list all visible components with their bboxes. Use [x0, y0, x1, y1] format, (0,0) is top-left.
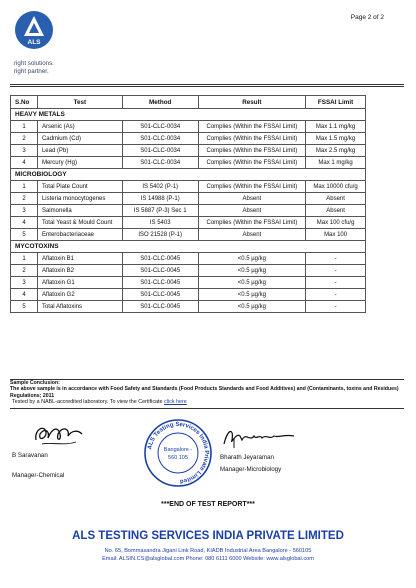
stamp-outer-text: ALS Testing Services India Private Limited: [147, 421, 210, 484]
table-header-row: [11, 96, 366, 109]
right-signatory-name: Bharath Jeyaraman: [220, 454, 274, 461]
cell-test: Cadmium (Cd): [37, 133, 122, 145]
cell-result: <0.5 µg/kg: [198, 253, 306, 265]
col-test: Test: [37, 96, 122, 109]
tagline: [14, 60, 54, 75]
cell-limit: Max 1 mg/kg: [306, 157, 366, 169]
nabl-text: Tested by a NABL-accredited laboratory. To view the Certificate: [12, 399, 165, 405]
cell-sno: 4: [11, 217, 38, 229]
table-row: [11, 193, 366, 205]
cell-limit: -: [306, 277, 366, 289]
cell-method: S01-CLC-0045: [122, 253, 198, 265]
section-row: [11, 241, 366, 253]
cell-sno: 5: [11, 229, 38, 241]
cell-method: S01-CLC-0034: [122, 145, 198, 157]
col-sno: S.No: [11, 96, 38, 109]
cell-test: Salmonella: [37, 205, 122, 217]
cell-sno: 2: [11, 193, 38, 205]
cell-sno: 4: [11, 157, 38, 169]
cell-test: Arsenic (As): [37, 121, 122, 133]
cell-limit: Absent: [306, 193, 366, 205]
cell-result: Complies (Within the FSSAI Limit): [198, 217, 306, 229]
cell-method: IS 5402 (P-1): [122, 181, 198, 193]
cell-test: Aflatoxin G1: [37, 277, 122, 289]
section-row: [11, 169, 366, 181]
cell-result: Complies (Within the FSSAI Limit): [198, 181, 306, 193]
cell-method: S01-CLC-0034: [122, 121, 198, 133]
results-table: [10, 95, 366, 313]
table-body: [11, 109, 366, 313]
right-signature-icon: [218, 424, 298, 450]
col-result: Result: [198, 96, 306, 109]
footer-contact: Email: ALSIN.CS@alsglobal.com Phone: 080 6111 6000 Website: www.alsglobal.com: [102, 556, 314, 562]
table-row: [11, 157, 366, 169]
cell-method: IS 14988 (P-1): [122, 193, 198, 205]
table-row: [11, 253, 366, 265]
table-row: [11, 277, 366, 289]
cell-limit: Max 100: [306, 229, 366, 241]
table-row: [11, 133, 366, 145]
cell-limit: -: [306, 265, 366, 277]
company-stamp-icon: [143, 418, 213, 488]
cell-sno: 3: [11, 205, 38, 217]
end-of-report: ***END OF TEST REPORT***: [161, 501, 255, 508]
cell-method: S01-CLC-0034: [122, 157, 198, 169]
page-number: Page 2 of 2: [350, 14, 384, 21]
header-divider-2: [10, 86, 404, 87]
left-signatory-title: Manager-Chemical: [12, 472, 65, 479]
cell-limit: Absent: [306, 205, 366, 217]
section-title: MICROBIOLOGY: [11, 169, 366, 181]
cell-test: Aflatoxin B1: [37, 253, 122, 265]
cell-method: IS 5403: [122, 217, 198, 229]
cell-result: Complies (Within the FSSAI Limit): [198, 157, 306, 169]
cell-result: Absent: [198, 193, 306, 205]
cell-method: S01-CLC-0045: [122, 301, 198, 313]
col-method: Method: [122, 96, 198, 109]
cell-limit: -: [306, 301, 366, 313]
cell-test: Enterobacteriaceae: [37, 229, 122, 241]
stamp-city: Bangalore -: [163, 447, 193, 453]
cell-limit: -: [306, 253, 366, 265]
table-row: [11, 205, 366, 217]
footer-address: No. 65, Bommasandra Jigani Link Road, KIADB Industrial Area Bangalore - 560105: [104, 548, 312, 554]
conclusion-heading: Sample Conclusion:: [10, 380, 60, 386]
cell-sno: 2: [11, 133, 38, 145]
cell-result: Absent: [198, 205, 306, 217]
tagline-line1: right solutions.: [14, 60, 54, 67]
cell-sno: 1: [11, 121, 38, 133]
cell-test: Lead (Pb): [37, 145, 122, 157]
cell-sno: 1: [11, 181, 38, 193]
cell-method: S01-CLC-0045: [122, 289, 198, 301]
table-row: [11, 217, 366, 229]
cell-test: Total Yeast & Mould Count: [37, 217, 122, 229]
table-row: [11, 229, 366, 241]
cell-sno: 1: [11, 253, 38, 265]
cell-test: Listeria monocytogenes: [37, 193, 122, 205]
table-row: [11, 121, 366, 133]
cell-result: Complies (Within the FSSAI Limit): [198, 133, 306, 145]
cell-method: S01-CLC-0034: [122, 133, 198, 145]
cell-test: Aflatoxin B2: [37, 265, 122, 277]
right-signatory-title: Manager-Microbiology: [220, 466, 282, 473]
cell-result: Absent: [198, 229, 306, 241]
cell-sno: 2: [11, 265, 38, 277]
logo-text: ALS: [27, 39, 41, 46]
cell-sno: 5: [11, 301, 38, 313]
cell-result: Complies (Within the FSSAI Limit): [198, 145, 306, 157]
cell-test: Total Plate Count: [37, 181, 122, 193]
cell-method: S01-CLC-0045: [122, 277, 198, 289]
cell-limit: Max 2.5 mg/kg: [306, 145, 366, 157]
cell-sno: 4: [11, 289, 38, 301]
section-title: MYCOTOXINS: [11, 241, 366, 253]
cell-method: S01-CLC-0045: [122, 265, 198, 277]
cell-limit: Max 1.5 mg/kg: [306, 133, 366, 145]
cell-result: <0.5 µg/kg: [198, 289, 306, 301]
cell-test: Aflatoxin G2: [37, 289, 122, 301]
cell-limit: Max 100 cfu/g: [306, 217, 366, 229]
table-row: [11, 289, 366, 301]
cell-sno: 3: [11, 277, 38, 289]
cell-method: IS 5887 (P-3) Sec 1: [122, 205, 198, 217]
cell-result: Complies (Within the FSSAI Limit): [198, 121, 306, 133]
certificate-link[interactable]: click here: [164, 399, 187, 405]
left-signatory-name: B Saravanan: [12, 452, 48, 459]
cell-limit: Max 1.1 mg/kg: [306, 121, 366, 133]
section-title: HEAVY METALS: [11, 109, 366, 121]
col-limit: FSSAI Limit: [306, 96, 366, 109]
als-logo: [14, 10, 54, 50]
cell-test: Mercury (Hg): [37, 157, 122, 169]
table-row: [11, 181, 366, 193]
cell-test: Total Aflatoxins: [37, 301, 122, 313]
table-row: [11, 301, 366, 313]
footer-company: ALS TESTING SERVICES INDIA PRIVATE LIMITED: [72, 530, 344, 542]
conclusion-text: The above sample is in accordance with Food Safety and Standards (Food Products Standards and Food Additives) and (Contaminants, toxins and Residues) Regulations; 2011: [10, 386, 399, 399]
cell-method: ISO 21528 (P-1): [122, 229, 198, 241]
table-row: [11, 265, 366, 277]
tagline-line2: right partner.: [14, 67, 49, 75]
cell-result: <0.5 µg/kg: [198, 265, 306, 277]
nabl-note: [12, 399, 187, 405]
header-divider: [10, 84, 404, 85]
table-row: [11, 145, 366, 157]
left-signature-icon: [30, 420, 90, 450]
cell-sno: 3: [11, 145, 38, 157]
cell-result: <0.5 µg/kg: [198, 301, 306, 313]
cell-limit: -: [306, 289, 366, 301]
section-row: [11, 109, 366, 121]
stamp-pin: 560 105: [168, 455, 188, 461]
cell-limit: Max 10000 cfu/g: [306, 181, 366, 193]
cell-result: <0.5 µg/kg: [198, 277, 306, 289]
